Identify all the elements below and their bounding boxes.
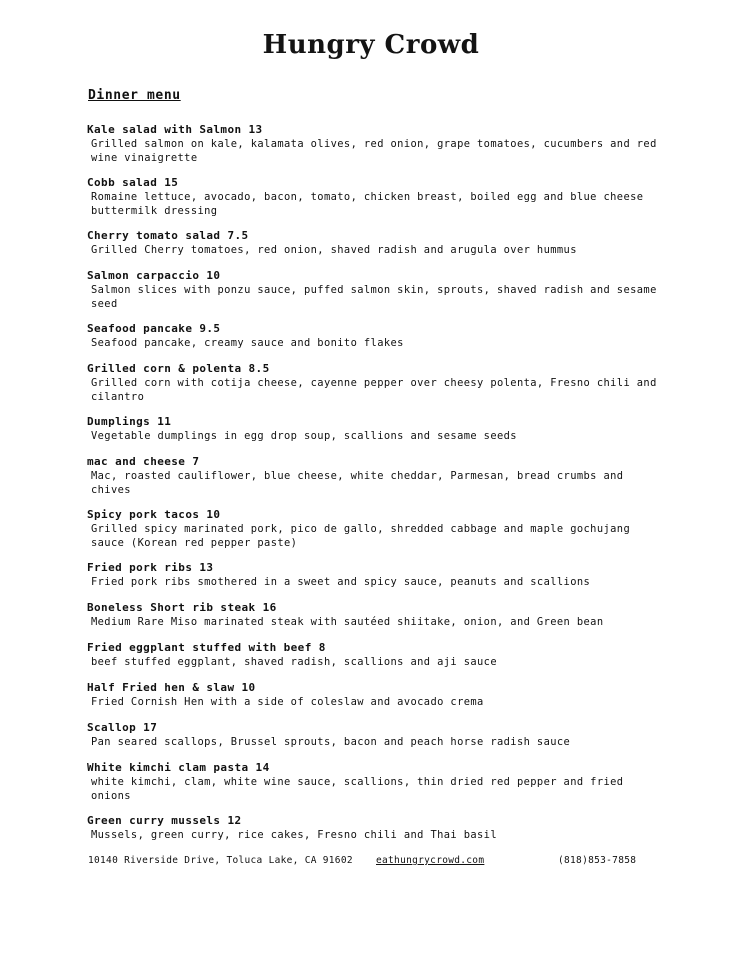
footer-website-link[interactable]: eathungrycrowd.com xyxy=(376,855,485,866)
menu-item-description: Vegetable dumplings in egg drop soup, scallions and sesame seeds xyxy=(91,430,517,442)
menu-item xyxy=(87,415,662,455)
menu-item-name: Spicy pork tacos 10 xyxy=(87,508,221,521)
menu-item-name: Kale salad with Salmon 13 xyxy=(87,123,263,136)
menu-item-description: Grilled corn with cotija cheese, cayenne pepper over cheesy polenta, Fresno chili and cilantro xyxy=(91,377,657,403)
menu-item-description: Romaine lettuce, avocado, bacon, tomato, chicken breast, boiled egg and blue cheese buttermilk dressing xyxy=(91,191,644,217)
menu-item xyxy=(87,455,662,508)
menu-item-description: Salmon slices with ponzu sauce, puffed salmon skin, sprouts, shaved radish and sesame seed xyxy=(91,284,657,310)
restaurant-title: Hungry Crowd xyxy=(262,30,480,60)
menu-item xyxy=(87,362,662,415)
menu-item-description: Mussels, green curry, rice cakes, Fresno chili and Thai basil xyxy=(91,829,497,841)
menu-item-name: Dumplings 11 xyxy=(87,415,172,428)
menu-item-name: Boneless Short rib steak 16 xyxy=(87,601,277,614)
menu-item-name: Scallop 17 xyxy=(87,721,158,734)
menu-item xyxy=(87,123,662,176)
menu-item xyxy=(87,641,662,681)
menu-item-description: Medium Rare Miso marinated steak with sautéed shiitake, onion, and Green bean xyxy=(91,616,604,628)
section-title: Dinner menu xyxy=(88,88,181,103)
menu-item-name: White kimchi clam pasta 14 xyxy=(87,761,270,774)
footer-address: 10140 Riverside Drive, Toluca Lake, CA 91602 xyxy=(88,855,353,866)
menu-item-name: Green curry mussels 12 xyxy=(87,814,242,827)
menu-item xyxy=(87,508,662,561)
menu-list xyxy=(87,123,662,848)
menu-item xyxy=(87,761,662,814)
menu-item-description: white kimchi, clam, white wine sauce, scallions, thin dried red pepper and fried onions xyxy=(91,776,624,802)
menu-item xyxy=(87,814,662,848)
menu-item xyxy=(87,269,662,322)
menu-item-description: Grilled spicy marinated pork, pico de gallo, shredded cabbage and maple gochujang sauce (Korean red pepper paste) xyxy=(91,523,631,549)
menu-item xyxy=(87,681,662,721)
menu-item xyxy=(87,561,662,601)
menu-item-description: Fried pork ribs smothered in a sweet and spicy sauce, peanuts and scallions xyxy=(91,576,591,588)
menu-item xyxy=(87,229,662,269)
menu-item-description: beef stuffed eggplant, shaved radish, scallions and aji sauce xyxy=(91,656,497,668)
menu-item-description: Seafood pancake, creamy sauce and bonito flakes xyxy=(91,337,404,349)
menu-item xyxy=(87,322,662,362)
menu-item-description: Pan seared scallops, Brussel sprouts, bacon and peach horse radish sauce xyxy=(91,736,571,748)
menu-item-description: Grilled Cherry tomatoes, red onion, shaved radish and arugula over hummus xyxy=(91,244,577,256)
menu-item-name: Salmon carpaccio 10 xyxy=(87,269,221,282)
menu-item-description: Fried Cornish Hen with a side of coleslaw and avocado crema xyxy=(91,696,484,708)
footer-phone: (818)853-7858 xyxy=(558,855,637,866)
menu-item-description: Mac, roasted cauliflower, blue cheese, white cheddar, Parmesan, bread crumbs and chives xyxy=(91,470,624,496)
menu-item-name: Cherry tomato salad 7.5 xyxy=(87,229,249,242)
menu-item-description: Grilled salmon on kale, kalamata olives, red onion, grape tomatoes, cucumbers and red wine vinaigrette xyxy=(91,138,657,164)
menu-item xyxy=(87,176,662,229)
menu-item-name: mac and cheese 7 xyxy=(87,455,200,468)
menu-item xyxy=(87,721,662,761)
menu-item-name: Grilled corn & polenta 8.5 xyxy=(87,362,270,375)
menu-item-name: Fried pork ribs 13 xyxy=(87,561,214,574)
menu-item-name: Half Fried hen & slaw 10 xyxy=(87,681,256,694)
menu-item xyxy=(87,601,662,641)
menu-item-name: Seafood pancake 9.5 xyxy=(87,322,221,335)
menu-item-name: Fried eggplant stuffed with beef 8 xyxy=(87,641,326,654)
menu-item-name: Cobb salad 15 xyxy=(87,176,179,189)
